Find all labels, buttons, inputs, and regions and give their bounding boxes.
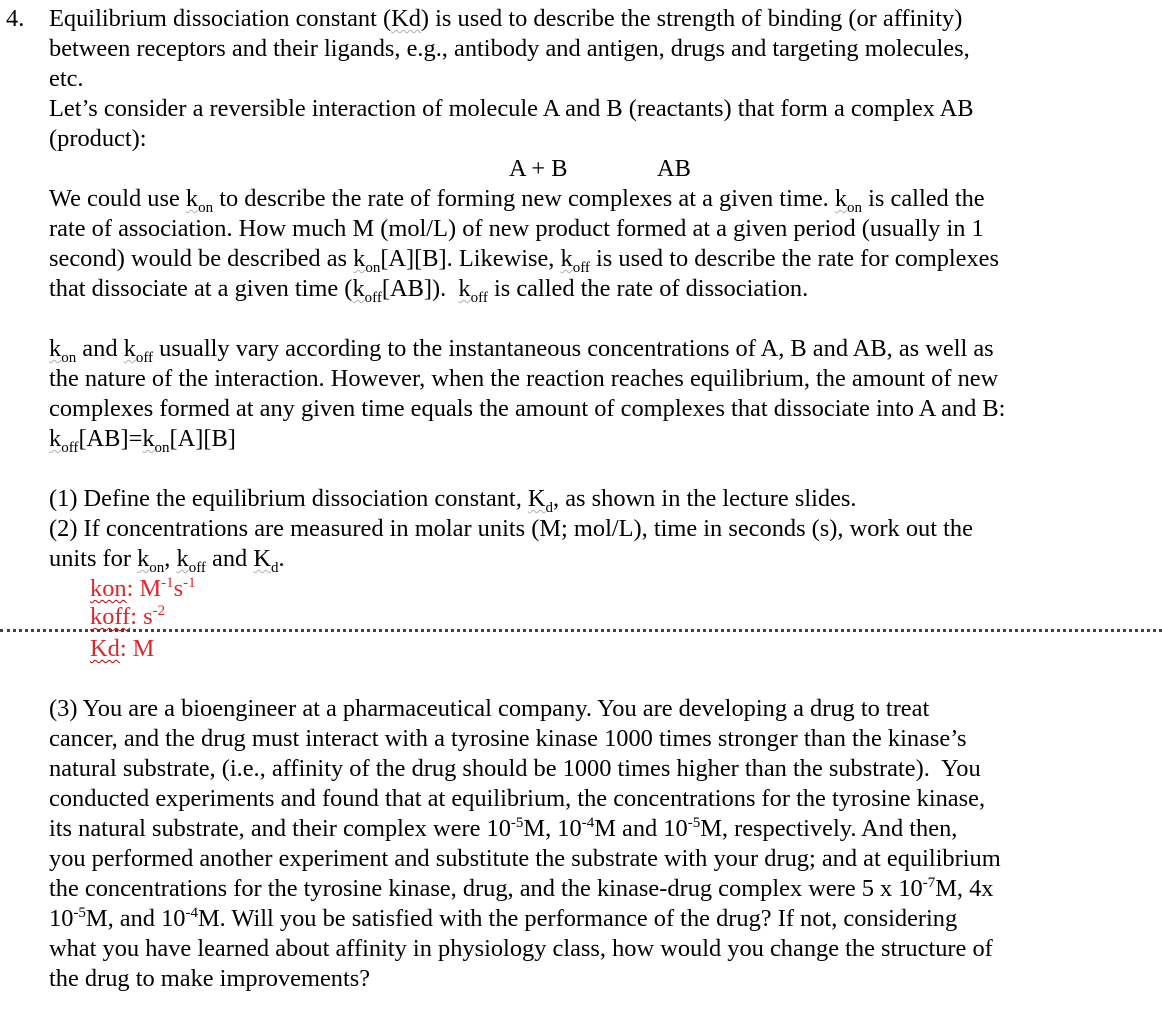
answer-koff: koff: $s^{-2}$ xyxy=(90,602,166,630)
subquestion-3-line-1: (3) You are a bioengineer at a pharmaceutical company. You are developing a drug to treat xyxy=(49,695,930,722)
subquestion-3-line-4: conducted experiments and found that at equilibrium, the concentrations for the tyrosine kinase, xyxy=(49,785,986,812)
reaction-reactants: A + B xyxy=(509,155,568,182)
answer-kon: kon: $M^{-1}s^{-1}$ xyxy=(90,574,196,602)
subquestion-3-line-6: you performed another experiment and substitute the substrate with your drug; and at equilibrium xyxy=(49,845,1001,872)
page-break-divider xyxy=(0,629,1162,632)
paragraph-2-line-2: the nature of the interaction. However, when the reaction reaches equilibrium, the amount of new xyxy=(49,365,999,392)
question-number: 4. xyxy=(6,5,25,32)
subquestion-3-line-7: the concentrations for the tyrosine kinase, drug, and the kinase-drug complex were 5 x $10^{-7}M$, 4x xyxy=(49,874,994,902)
subquestion-3-line-2: cancer, and the drug must interact with a tyrosine kinase 1000 times stronger than the kinase’s xyxy=(49,725,967,752)
answer-kd: Kd: M xyxy=(90,635,155,662)
subquestion-3-line-5: its natural substrate, and their complex were $10^{-5}M$, $10^{-4}M$ and $10^{-5}M$, respectively. And then, xyxy=(49,814,958,842)
paragraph-1-line-3: second) would be described as $k_{on}[A][B]$. Likewise, $k_{off}$ is used to describe the rate for complexes xyxy=(49,245,1000,276)
subquestion-3-line-10: the drug to make improvements? xyxy=(49,965,371,992)
subquestion-3-line-8: $10^{-5}M$, and $10^{-4}M$. Will you be satisfied with the performance of the drug? If not, considering xyxy=(49,904,958,932)
subquestion-3-line-9: what you have learned about affinity in physiology class, how would you change the structure of xyxy=(49,935,993,962)
subquestion-2-line-1: (2) If concentrations are measured in molar units (M; mol/L), time in seconds (s), work out the xyxy=(49,515,973,542)
paragraph-1-line-4: that dissociate at a given time $(k_{off}[AB])$. $k_{off}$ is called the rate of dissociation. xyxy=(49,275,809,306)
paragraph-1-line-2: rate of association. How much M (mol/L) of new product formed at a given period (usually in 1 xyxy=(49,215,984,242)
paragraph-1-line-1: We could use $k_{on}$ to describe the rate of forming new complexes at a given time. $k_{on}$ is called the xyxy=(49,185,985,216)
paragraph-2-line-4: $k_{off}[AB]=k_{on}[A][B]$ xyxy=(49,425,236,456)
intro-line-5: (product): xyxy=(49,125,147,152)
subquestion-3-line-3: natural substrate, (i.e., affinity of the drug should be 1000 times higher than the substrate). You xyxy=(49,755,981,782)
reaction-product: AB xyxy=(657,155,691,182)
subquestion-2-line-2: units for $k_{on}$, $k_{off}$ and $K_d$. xyxy=(49,545,285,576)
intro-line-1: Equilibrium dissociation constant (Kd) is used to describe the strength of binding (or affinity) xyxy=(49,5,963,32)
subquestion-1: (1) Define the equilibrium dissociation constant, $K_d$, as shown in the lecture slides. xyxy=(49,485,857,516)
intro-line-3: etc. xyxy=(49,65,84,92)
intro-line-4: Let’s consider a reversible interaction of molecule A and B (reactants) that form a complex AB xyxy=(49,95,974,122)
paragraph-2-line-3: complexes formed at any given time equals the amount of complexes that dissociate into A and B: xyxy=(49,395,1006,422)
paragraph-2-line-1: $k_{on}$ and $k_{off}$ usually vary according to the instantaneous concentrations of A, B and AB, as well as xyxy=(49,335,994,366)
intro-line-2: between receptors and their ligands, e.g., antibody and antigen, drugs and targeting molecules, xyxy=(49,35,970,62)
